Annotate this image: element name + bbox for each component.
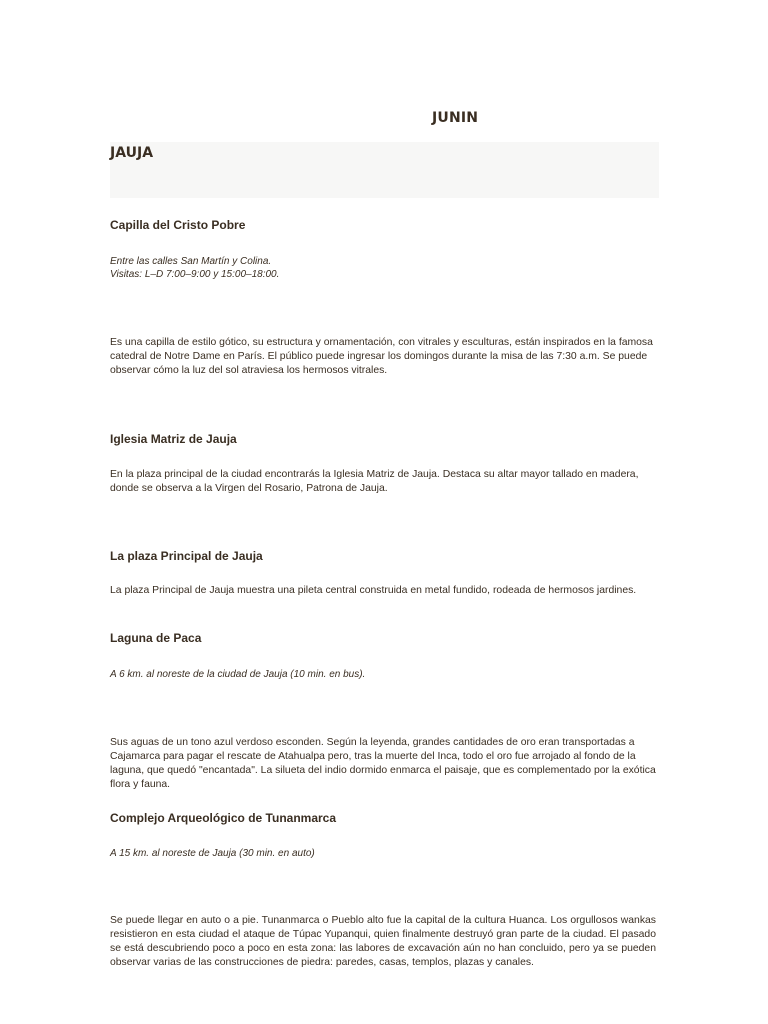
section-title-iglesia: Iglesia Matriz de Jauja xyxy=(110,432,237,446)
section-description-capilla: Es una capilla de estilo gótico, su estructura y ornamentación, con vitrales y esculturas, están inspirados en la famosa catedral de Notre Dame en París. El público puede ingresar los domingos durante la misa de las 7:30 a.m. Se puede observar cómo la luz del sol atraviesa los hermosos vitrales. xyxy=(110,337,653,376)
section-description-tunanmarca: Se puede llegar en auto o a pie. Tunanmarca o Pueblo alto fue la capital de la cultura Huanca. Los orgullosos wankas resistieron en esta ciudad el ataque de Túpac Yupanqui, quien finalmente destruyó gran parte de la ciudad. El pasado se está descubriendo poco a poco en esta zona: las labores de excavación aún no han concluido, pero ya se pueden observar varias de las construcciones de piedra: paredes, casas, templos, plazas y canales. xyxy=(110,915,656,968)
section-info-laguna xyxy=(110,668,365,681)
section-title-tunanmarca: Complejo Arqueológico de Tunanmarca xyxy=(110,811,337,825)
region-title: JAUJA xyxy=(110,145,154,161)
region-header-box xyxy=(110,142,659,198)
section-description-plaza: La plaza Principal de Jauja muestra una pileta central construida en metal fundido, rodeada de hermosos jardines. xyxy=(110,585,637,596)
page-heading: JUNIN xyxy=(432,110,479,126)
info-line: Visitas: L–D 7:00–9:00 y 15:00–18:00. xyxy=(110,269,280,280)
section-title-plaza: La plaza Principal de Jauja xyxy=(110,549,263,563)
info-line: Entre las calles San Martín y Colina. xyxy=(110,256,272,267)
section-title-laguna: Laguna de Paca xyxy=(110,631,202,645)
info-line: A 15 km. al noreste de Jauja (30 min. en auto) xyxy=(110,848,315,859)
section-description-iglesia: En la plaza principal de la ciudad encontrarás la Iglesia Matriz de Jauja. Destaca su altar mayor tallado en madera, donde se observa a la Virgen del Rosario, Patrona de Jauja. xyxy=(110,469,639,494)
section-title-capilla: Capilla del Cristo Pobre xyxy=(110,218,246,232)
section-description-laguna: Sus aguas de un tono azul verdoso esconden. Según la leyenda, grandes cantidades de oro eran transportadas a Cajamarca para pagar el rescate de Atahualpa pero, tras la muerte del Inca, todo el oro fue arrojado al fondo de la laguna, que quedó "encantada". La silueta del indio dormido enmarca el paisaje, que es complementado por la exótica flora y fauna. xyxy=(110,737,656,790)
section-info-capilla xyxy=(110,255,279,281)
info-line: A 6 km. al noreste de la ciudad de Jauja (10 min. en bus). xyxy=(110,669,366,680)
section-info-tunanmarca xyxy=(110,847,315,860)
